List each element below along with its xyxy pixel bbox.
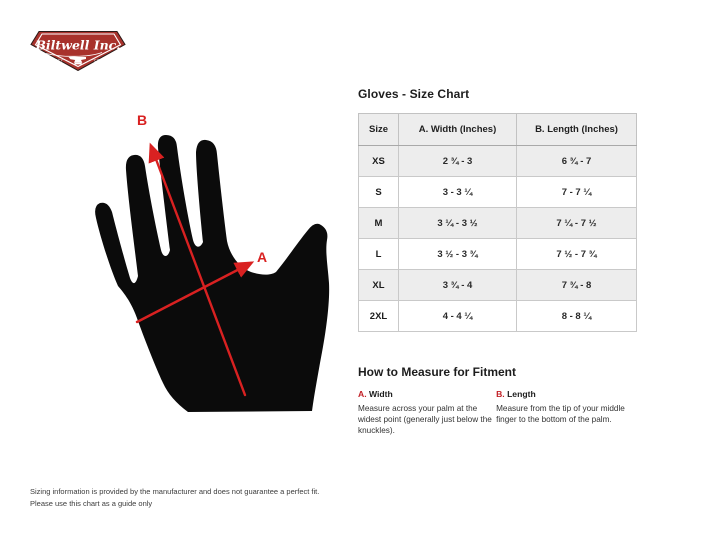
length-value: 7 ½ - 7 ¾	[517, 239, 637, 270]
measure-item-length	[496, 389, 636, 436]
size-chart-table	[358, 113, 637, 332]
size-value: M	[359, 208, 399, 239]
hand-measurement-diagram	[85, 105, 340, 420]
disclaimer	[30, 486, 319, 509]
measure-letter-a: A.	[358, 389, 367, 399]
table-row	[359, 208, 637, 239]
length-value: 6 ¾ - 7	[517, 146, 637, 177]
logo-tagline-left: “QUALITY”	[42, 58, 66, 63]
disclaimer-line-1: Sizing information is provided by the manufacturer and does not guarantee a perfect fit.	[30, 487, 320, 496]
width-value: 3 ¼ - 3 ½	[399, 208, 517, 239]
table-header-row	[359, 114, 637, 146]
size-value: L	[359, 239, 399, 270]
width-value: 3 ½ - 3 ¾	[399, 239, 517, 270]
width-value: 2 ¾ - 3	[399, 146, 517, 177]
size-value: XL	[359, 270, 399, 301]
label-a: A	[257, 249, 268, 265]
biltwell-logo	[30, 31, 126, 71]
measure-label-width: Width	[368, 389, 393, 399]
size-value: XS	[359, 146, 399, 177]
width-value: 3 ¾ - 4	[399, 270, 517, 301]
measure-item-heading	[358, 389, 492, 399]
measure-instructions	[358, 389, 636, 436]
hand-shape	[95, 135, 329, 412]
col-header-length: B. Length (Inches)	[517, 114, 637, 146]
measure-text-length: Measure from the tip of your middle finger to the bottom of the palm.	[496, 404, 625, 425]
measure-item-heading	[496, 389, 636, 399]
width-value: 3 - 3 ¼	[399, 177, 517, 208]
size-value: 2XL	[359, 301, 399, 332]
measure-letter-b: B.	[496, 389, 505, 399]
logo-brand-text: Biltwell Inc.	[35, 37, 121, 53]
biltwell-badge-icon	[30, 31, 126, 71]
measure-section-title: How to Measure for Fitment	[358, 365, 517, 379]
disclaimer-line-2: Please use this chart as a guide only	[30, 498, 153, 508]
table-row	[359, 301, 637, 332]
measure-item-width	[358, 389, 492, 436]
measure-text-width: Measure across your palm at the widest point (generally just below the knuckles).	[358, 404, 492, 436]
size-chart-title: Gloves - Size Chart	[358, 87, 470, 101]
col-header-size: Size	[359, 114, 399, 146]
length-value: 8 - 8 ¼	[517, 301, 637, 332]
logo-tagline-right: “COUNTS”	[92, 58, 114, 63]
table-row	[359, 146, 637, 177]
label-b: B	[137, 112, 148, 128]
table-row	[359, 177, 637, 208]
col-header-width: A. Width (Inches)	[399, 114, 517, 146]
length-value: 7 - 7 ¼	[517, 177, 637, 208]
table-row	[359, 239, 637, 270]
hand-silhouette	[85, 105, 340, 420]
table-row	[359, 270, 637, 301]
width-value: 4 - 4 ¼	[399, 301, 517, 332]
size-value: S	[359, 177, 399, 208]
length-value: 7 ¼ - 7 ½	[517, 208, 637, 239]
length-value: 7 ¾ - 8	[517, 270, 637, 301]
measure-label-length: Length	[507, 389, 536, 399]
size-chart-section	[358, 87, 636, 436]
